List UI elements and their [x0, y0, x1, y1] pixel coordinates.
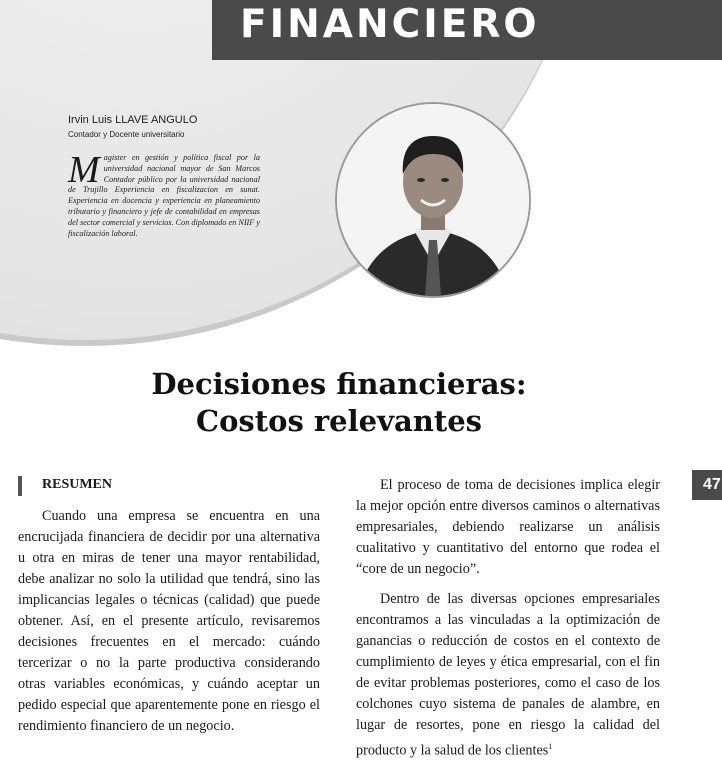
resumen-heading: RESUMEN	[42, 477, 113, 492]
footnote-ref: 1	[548, 742, 553, 751]
author-role: Contador y Docente universitario	[68, 130, 185, 139]
left-column	[18, 474, 320, 737]
body-paragraph-2	[356, 589, 660, 762]
author-portrait-icon	[337, 104, 529, 296]
body-paragraph-2-text: Dentro de las diversas opciones empresariales encontramos a las vinculadas a la optimización de ganancias o reducción de costos en el contexto de cumplimiento de leyes y ética empresarial, con el fin de evitar problemas posteriores, como el caso de los colchones cuyo sistema de panales de alambre, en lugar de resortes, pone en riesgo la calidad del producto y la salud de los clientes	[356, 591, 660, 759]
right-column	[356, 475, 660, 762]
author-photo	[335, 102, 531, 298]
article-title	[0, 366, 678, 440]
page-number: 47	[692, 470, 722, 500]
article-title-line2: Costos relevantes	[195, 404, 482, 438]
bio-text: agister en gestión y política fiscal por la universidad nacional mayor de San Marcos Contador público por la universidad nacional de Trujillo Experiencia en fiscalizacion en sunat. Experiencia en docencia y experiencia en planeamiento tributario y financiero y jefe de contabilidad en empresas del sector comercial y servicios. Con diplomado en NIIF y fiscalización laboral.	[68, 153, 260, 238]
article-title-line1: Decisiones financieras:	[151, 367, 527, 401]
author-name: Irvin Luis LLAVE ANGULO	[68, 114, 198, 126]
resumen-body: Cuando una empresa se encuentra en una encrucijada financiera de decidir por una alternativa u otra en miras de tener una mayor rentabilidad, debe analizar no solo la utilidad que tendrá, sino las implicancias legales o técnicas (calidad) que puede obtener. Así, en el presente artículo, revisaremos decisiones frecuentes en el mercado: cuándo tercerizar o no la parte productiva considerando otras variables económicas, y cuándo aceptar un pedido especial que aparentemente pone en riesgo el rendimiento financiero de un negocio.	[18, 508, 320, 734]
author-bio	[68, 149, 260, 239]
bio-dropcap: M	[68, 149, 100, 191]
section-marker-bar	[18, 476, 22, 496]
section-banner-title: FINANCIERO	[240, 2, 540, 47]
body-paragraph-1: El proceso de toma de decisiones implica elegir la mejor opción entre diversos caminos o alternativas empresariales, debiendo realizarse un análisis cualitativo y cuantitativo del entorno que rodea el “core de un negocio”.	[356, 477, 660, 577]
